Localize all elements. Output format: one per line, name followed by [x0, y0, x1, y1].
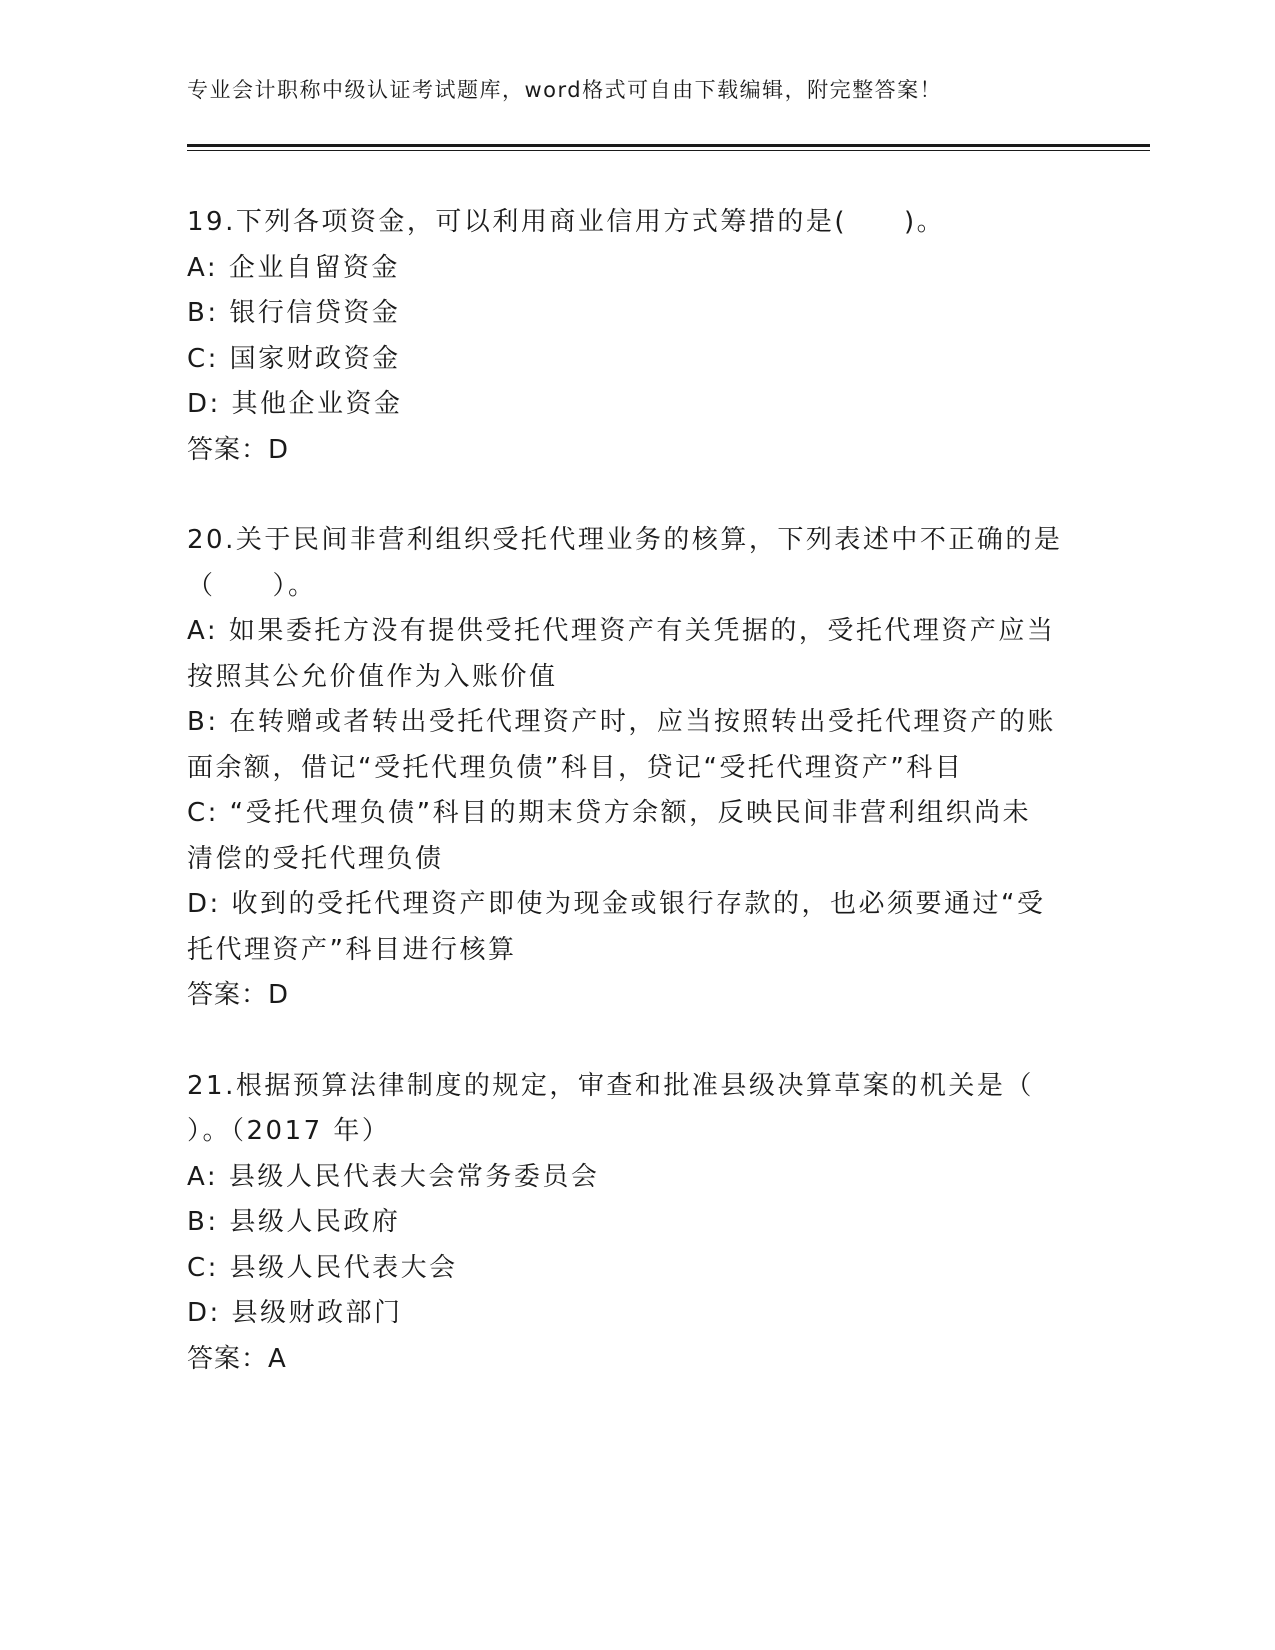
- header-rule-thick: [187, 144, 1150, 147]
- option-a: A: 县级人民代表大会常务委员会: [187, 1161, 600, 1192]
- option-d-cont: 托代理资产”科目进行核算: [187, 934, 517, 965]
- option-b: B: 银行信贷资金: [187, 298, 401, 328]
- option-a-cont: 按照其公允价值作为入账价值: [187, 661, 558, 692]
- question-stem-cont: ）。（2017 年）: [187, 1116, 391, 1146]
- option-c: C: 国家财政资金: [187, 343, 401, 374]
- option-d: D: 县级财政部门: [187, 1298, 403, 1328]
- page-header: 专业会计职称中级认证考试题库，word格式可自由下载编辑，附完整答案！: [187, 78, 943, 102]
- option-a: A: 如果委托方没有提供受托代理资产有关凭据的，受托代理资产应当: [187, 616, 1056, 646]
- option-b: B: 在转赠或者转出受托代理资产时，应当按照转出受托代理资产的账: [187, 707, 1056, 737]
- option-d: D: 收到的受托代理资产即使为现金或银行存款的，也必须要通过“受: [187, 889, 1046, 919]
- answer: 答案：D: [187, 980, 290, 1010]
- answer: 答案：A: [187, 1343, 287, 1374]
- question-list: [187, 200, 1067, 1382]
- option-c: C: “受托代理负债”科目的期末贷方余额，反映民间非营利组织尚未: [187, 798, 1032, 828]
- option-c: C: 县级人民代表大会: [187, 1252, 458, 1283]
- question-20: [187, 518, 1067, 1019]
- option-d: D: 其他企业资金: [187, 389, 403, 419]
- spacer: [187, 1019, 1067, 1064]
- option-b: B: 县级人民政府: [187, 1207, 401, 1237]
- option-b-cont: 面余额，借记“受托代理负债”科目，贷记“受托代理资产”科目: [187, 752, 964, 783]
- question-stem: 21.根据预算法律制度的规定，审查和批准县级决算草案的机关是（: [187, 1070, 1034, 1101]
- question-19: [187, 200, 1067, 473]
- option-a: A: 企业自留资金: [187, 252, 400, 283]
- question-stem: 19.下列各项资金，可以利用商业信用方式筹措的是( )。: [187, 207, 946, 237]
- option-c-cont: 清偿的受托代理负债: [187, 843, 444, 874]
- question-21: [187, 1064, 1067, 1383]
- answer: 答案：D: [187, 434, 290, 465]
- question-stem-cont: （ ）。: [187, 570, 317, 601]
- spacer: [187, 473, 1067, 518]
- question-stem: 20.关于民间非营利组织受托代理业务的核算，下列表述中不正确的是: [187, 525, 1063, 555]
- header-rule-thin: [187, 150, 1150, 151]
